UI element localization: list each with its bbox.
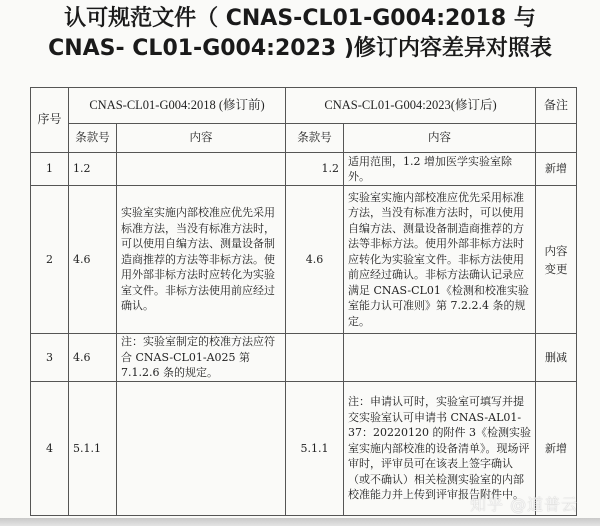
header-row-columns [31, 124, 577, 153]
new-content-text: 实验室实施内部校准应优先采用标准方法，当没有标准方法时，可以使用自编方法、测量设备制造商推荐的方法等非标方法。使用外部非标方法时应转化为实验室文件。非标方法使用前应经过确认。非标方法确认记录应满足 CNAS-CL01《检测和校准实验室能力认可准则》第 7.2.2.4 条的规定。 [348, 190, 529, 328]
document-title [0, 4, 600, 64]
old-content [117, 382, 286, 516]
old-content-text: 实验室实施内部校准应优先采用标准方法，当没有标准方法时，可以使用自编方法、测量设备制造商推荐的方法等非标方法。使用外部非标方法时应转化为实验室文件。非标方法使用前应经过确认。 [121, 206, 275, 313]
row-index: 1 [31, 153, 69, 186]
change-note-text: 内容变更 [544, 243, 568, 276]
old-content [117, 153, 286, 186]
header-old-content: 内容 [117, 124, 286, 153]
new-clause: 5.1.1 [286, 382, 344, 516]
header-new-content: 内容 [344, 124, 536, 153]
new-content: 适用范围，1.2 增加医学实验室除外。 [344, 153, 536, 186]
header-note-empty [536, 124, 577, 153]
revision-comparison-table [30, 87, 577, 516]
old-content-text: 注：实验室制定的校准方法应符合 CNAS-CL01-A025 第 7.1.2.6 条的规定。 [121, 335, 275, 380]
old-clause: 5.1.1 [69, 382, 117, 516]
table-row [31, 334, 577, 382]
new-clause: 1.2 [286, 153, 344, 186]
old-clause: 4.6 [69, 334, 117, 382]
header-row-groups [31, 88, 577, 124]
old-clause: 4.6 [69, 186, 117, 334]
new-content [344, 186, 536, 334]
header-new-version: CNAS-CL01-G004:2023(修订后) [286, 88, 536, 124]
change-note: 新增 [536, 382, 577, 516]
page-edge [0, 518, 600, 526]
table-row [31, 186, 577, 334]
header-index: 序号 [31, 88, 69, 153]
change-note [536, 186, 577, 334]
header-new-clause: 条款号 [286, 124, 344, 153]
header-old-clause: 条款号 [69, 124, 117, 153]
title-line-2: CNAS- CL01-G004:2023 )修订内容差异对照表 [48, 36, 552, 61]
old-clause: 1.2 [69, 153, 117, 186]
title-line-1: 认可规范文件（ CNAS-CL01-G004:2018 与 [64, 6, 536, 31]
old-content [117, 334, 286, 382]
table-row [31, 153, 577, 186]
new-content-text: 注：申请认可时，实验室可填写并提交实验室认可申请书 CNAS-AL01-37：20220120 的附件 3《检测实验室实施内部校准的设备清单》。现场评审时，评审员可在该表上签字确认（或不确认）相关检测实验室的内部校准能力并上传到评审报告附件中。 [348, 395, 531, 502]
new-clause [286, 334, 344, 382]
change-note: 删减 [536, 334, 577, 382]
row-index: 3 [31, 334, 69, 382]
row-index: 2 [31, 186, 69, 334]
header-old-version: CNAS-CL01-G004:2018 (修订前) [69, 88, 286, 124]
new-content [344, 334, 536, 382]
change-note: 新增 [536, 153, 577, 186]
old-content [117, 186, 286, 334]
watermark: 知乎 @道普云 [470, 495, 579, 514]
row-index: 4 [31, 382, 69, 516]
new-clause: 4.6 [286, 186, 344, 334]
header-note: 备注 [536, 88, 577, 124]
